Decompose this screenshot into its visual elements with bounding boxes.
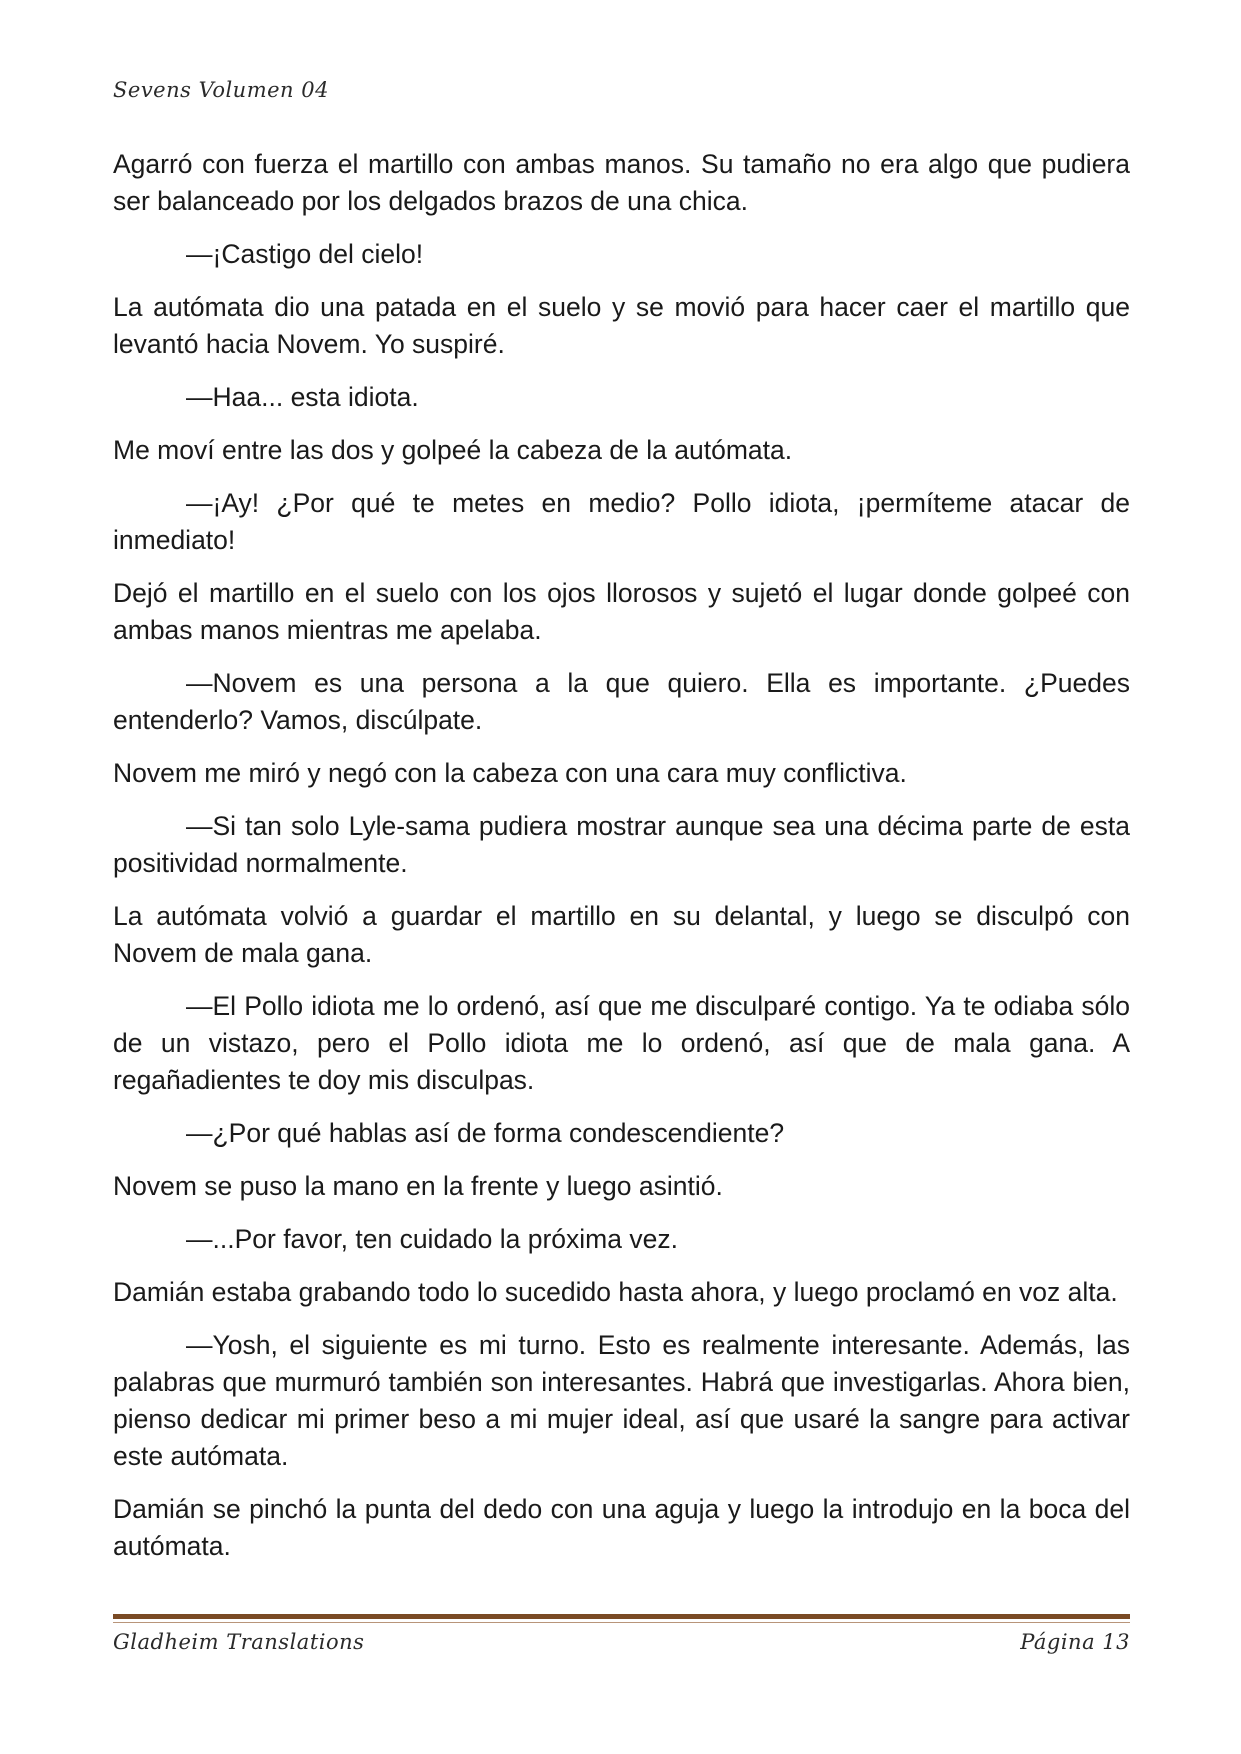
- paragraph-11: La autómata volvió a guardar el martillo en su delantal, y luego se disculpó con Novem de mala gana.: [113, 901, 1130, 968]
- paragraph-16: Damián estaba grabando todo lo sucedido hasta ahora, y luego proclamó en voz alta.: [113, 1277, 1118, 1307]
- paragraph-10: —Si tan solo Lyle-sama pudiera mostrar aunque sea una décima parte de esta positividad normalmente.: [113, 811, 1130, 878]
- paragraph-1: Agarró con fuerza el martillo con ambas manos. Su tamaño no era algo que pudiera ser balanceado por los delgados brazos de una chica.: [113, 149, 1130, 216]
- paragraph-4: —Haa... esta idiota.: [186, 382, 419, 412]
- page-body: [113, 146, 1130, 1581]
- paragraph-12: —El Pollo idiota me lo ordenó, así que me disculparé contigo. Ya te odiaba sólo de un vistazo, pero el Pollo idiota me lo ordenó, así que de mala gana. A regañadientes te doy mis disculpas.: [113, 991, 1130, 1095]
- paragraph-18: Damián se pinchó la punta del dedo con una aguja y luego la introdujo en la boca del autómata.: [113, 1494, 1130, 1561]
- paragraph-2: —¡Castigo del cielo!: [186, 239, 424, 269]
- paragraph-13: —¿Por qué hablas así de forma condescendiente?: [186, 1118, 785, 1148]
- paragraph-8: —Novem es una persona a la que quiero. Ella es importante. ¿Puedes entenderlo? Vamos, discúlpate.: [113, 668, 1130, 735]
- running-header-title: Sevens Volumen 04: [113, 78, 329, 102]
- paragraph-17: —Yosh, el siguiente es mi turno. Esto es realmente interesante. Además, las palabras que murmuró también son interesantes. Habrá que investigarlas. Ahora bien, pienso dedicar mi primer beso a mi mujer ideal, así que usaré la sangre para activar este autómata.: [113, 1330, 1130, 1471]
- footer-publisher: Gladheim Translations: [113, 1630, 365, 1654]
- footer-divider: [113, 1614, 1130, 1619]
- paragraph-6: —¡Ay! ¿Por qué te metes en medio? Pollo idiota, ¡permíteme atacar de inmediato!: [113, 488, 1130, 555]
- paragraph-5: Me moví entre las dos y golpeé la cabeza de la autómata.: [113, 435, 793, 465]
- footer-divider-thin: [113, 1622, 1130, 1623]
- paragraph-9: Novem me miró y negó con la cabeza con una cara muy conflictiva.: [113, 758, 907, 788]
- paragraph-15: —...Por favor, ten cuidado la próxima vez.: [186, 1224, 678, 1254]
- paragraph-3: La autómata dio una patada en el suelo y se movió para hacer caer el martillo que levantó hacia Novem. Yo suspiré.: [113, 292, 1130, 359]
- paragraph-14: Novem se puso la mano en la frente y luego asintió.: [113, 1171, 723, 1201]
- paragraph-7: Dejó el martillo en el suelo con los ojos llorosos y sujetó el lugar donde golpeé con ambas manos mientras me apelaba.: [113, 578, 1130, 645]
- footer-page-number: Página 13: [1020, 1630, 1130, 1654]
